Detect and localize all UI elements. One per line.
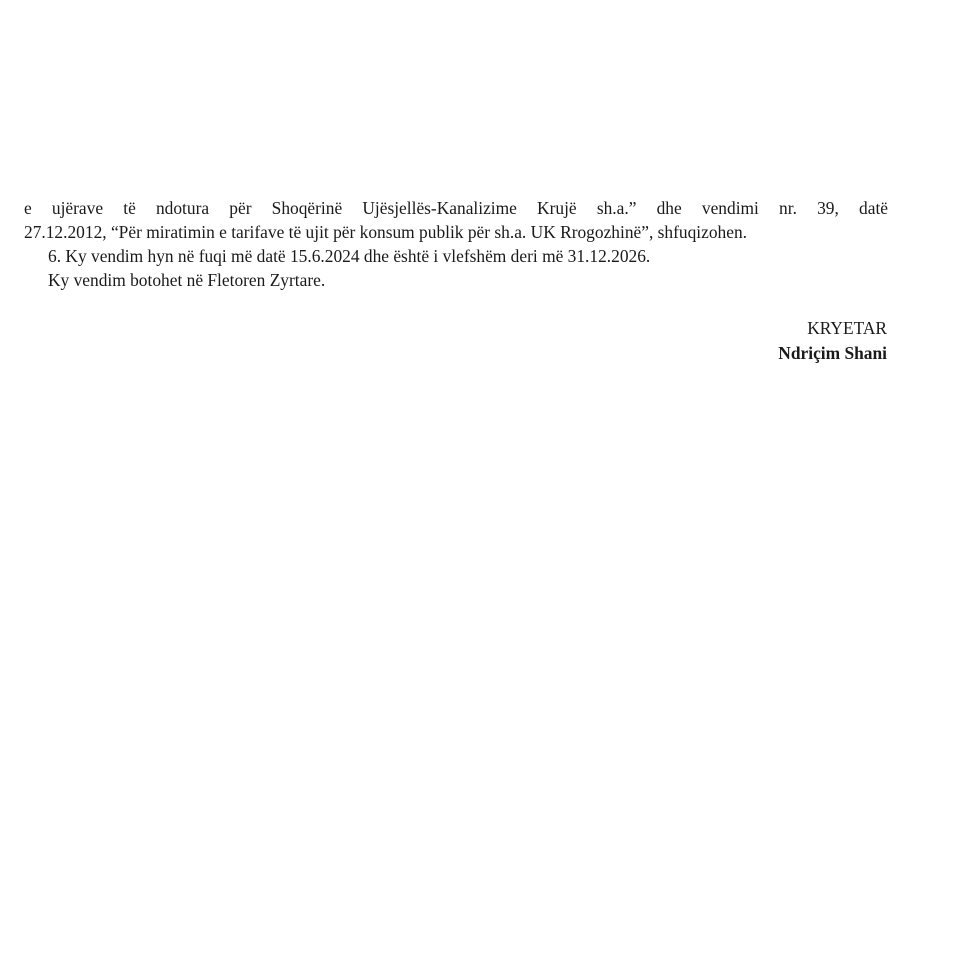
continuation-line-1: e ujërave të ndotura për Shoqërinë Ujësjellës-Kanalizime Krujë sh.a.” dhe vendimi nr. 39, datë [24, 198, 888, 218]
signature-title: KRYETAR [807, 318, 887, 338]
continuation-line-2: 27.12.2012, “Për miratimin e tarifave të ujit për konsum publik për sh.a. UK Rrogozhinë”, shfuqizohen. [24, 222, 747, 242]
signature-block [778, 316, 887, 366]
point-6-paragraph: 6. Ky vendim hyn në fuqi më datë 15.6.2024 dhe është i vlefshëm deri më 31.12.2026. [48, 246, 651, 266]
publication-paragraph: Ky vendim botohet në Fletoren Zyrtare. [48, 270, 326, 290]
signature-name: Ndriçim Shani [778, 343, 887, 363]
document-body [24, 196, 888, 292]
continuation-paragraph [24, 196, 888, 244]
